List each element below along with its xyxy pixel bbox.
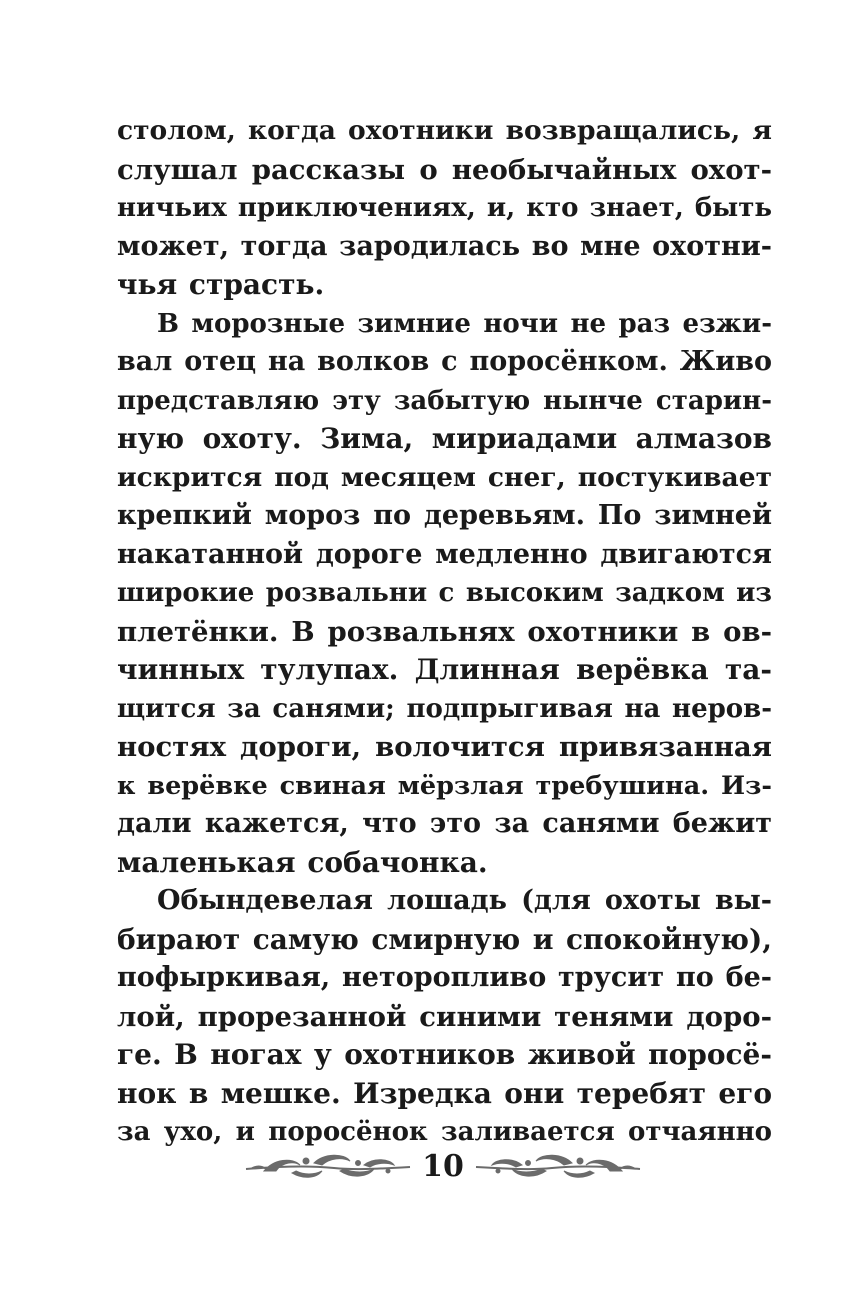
text-line: представляю эту забытую нынче старин- bbox=[117, 385, 772, 416]
text-line: чья страсть. bbox=[117, 268, 325, 301]
body-text bbox=[117, 112, 772, 1152]
text-line: дали кажется, что это за санями бежит bbox=[117, 808, 772, 839]
text-line: лой, прорезанной синими тенями доро- bbox=[117, 1000, 772, 1033]
text-line: может, тогда зародилась во мне охотни- bbox=[117, 230, 772, 262]
text-line: ную охоту. Зима, мириадами алмазов bbox=[117, 422, 772, 455]
text-line: к верёвке свиная мёрзлая требушина. Из- bbox=[117, 770, 772, 801]
text-line: бирают самую смирную и спокойную), bbox=[117, 922, 772, 956]
text-line: маленькая собачонка. bbox=[117, 845, 488, 879]
left-flourish-ornament bbox=[244, 1149, 412, 1183]
text-line: щится за санями; подпрыгивая на неров- bbox=[117, 693, 772, 724]
page-number: 10 bbox=[422, 1148, 464, 1184]
page-footer bbox=[240, 1140, 646, 1192]
text-line: пофыркивая, неторопливо трусит по бе- bbox=[117, 962, 772, 993]
text-line: ничьих приключениях, и, кто знает, быть bbox=[117, 193, 772, 223]
text-line: столом, когда охотники возвращались, я bbox=[117, 115, 772, 146]
text-line: ге. В ногах у охотников живой поросё- bbox=[117, 1038, 772, 1071]
text-line: ностях дороги, волочится привязанная bbox=[117, 731, 772, 763]
text-line: слушал рассказы о необычайных охот- bbox=[117, 153, 772, 186]
right-flourish-ornament bbox=[474, 1149, 642, 1183]
text-line: искрится под месяцем снег, постукивает bbox=[117, 461, 772, 493]
text-line: вал отец на волков с поросёнком. Живо bbox=[117, 346, 772, 377]
text-line: накатанной дороге медленно двигаются bbox=[117, 538, 772, 570]
text-line: за ухо, и поросёнок заливается отчаянно bbox=[117, 1117, 772, 1147]
text-line: широкие розвальни с высоким задком из bbox=[117, 578, 772, 608]
text-line: В морозные зимние ночи не раз езжи- bbox=[157, 308, 772, 339]
text-line: чинных тулупах. Длинная верёвка та- bbox=[117, 653, 772, 686]
text-line: крепкий мороз по деревьям. По зимней bbox=[117, 500, 772, 531]
text-line: плетёнки. В розвальнях охотники в ов- bbox=[117, 615, 772, 648]
text-line: Обындевелая лошадь (для охоты вы- bbox=[157, 885, 772, 916]
text-line: нок в мешке. Изредка они теребят его bbox=[117, 1076, 772, 1110]
